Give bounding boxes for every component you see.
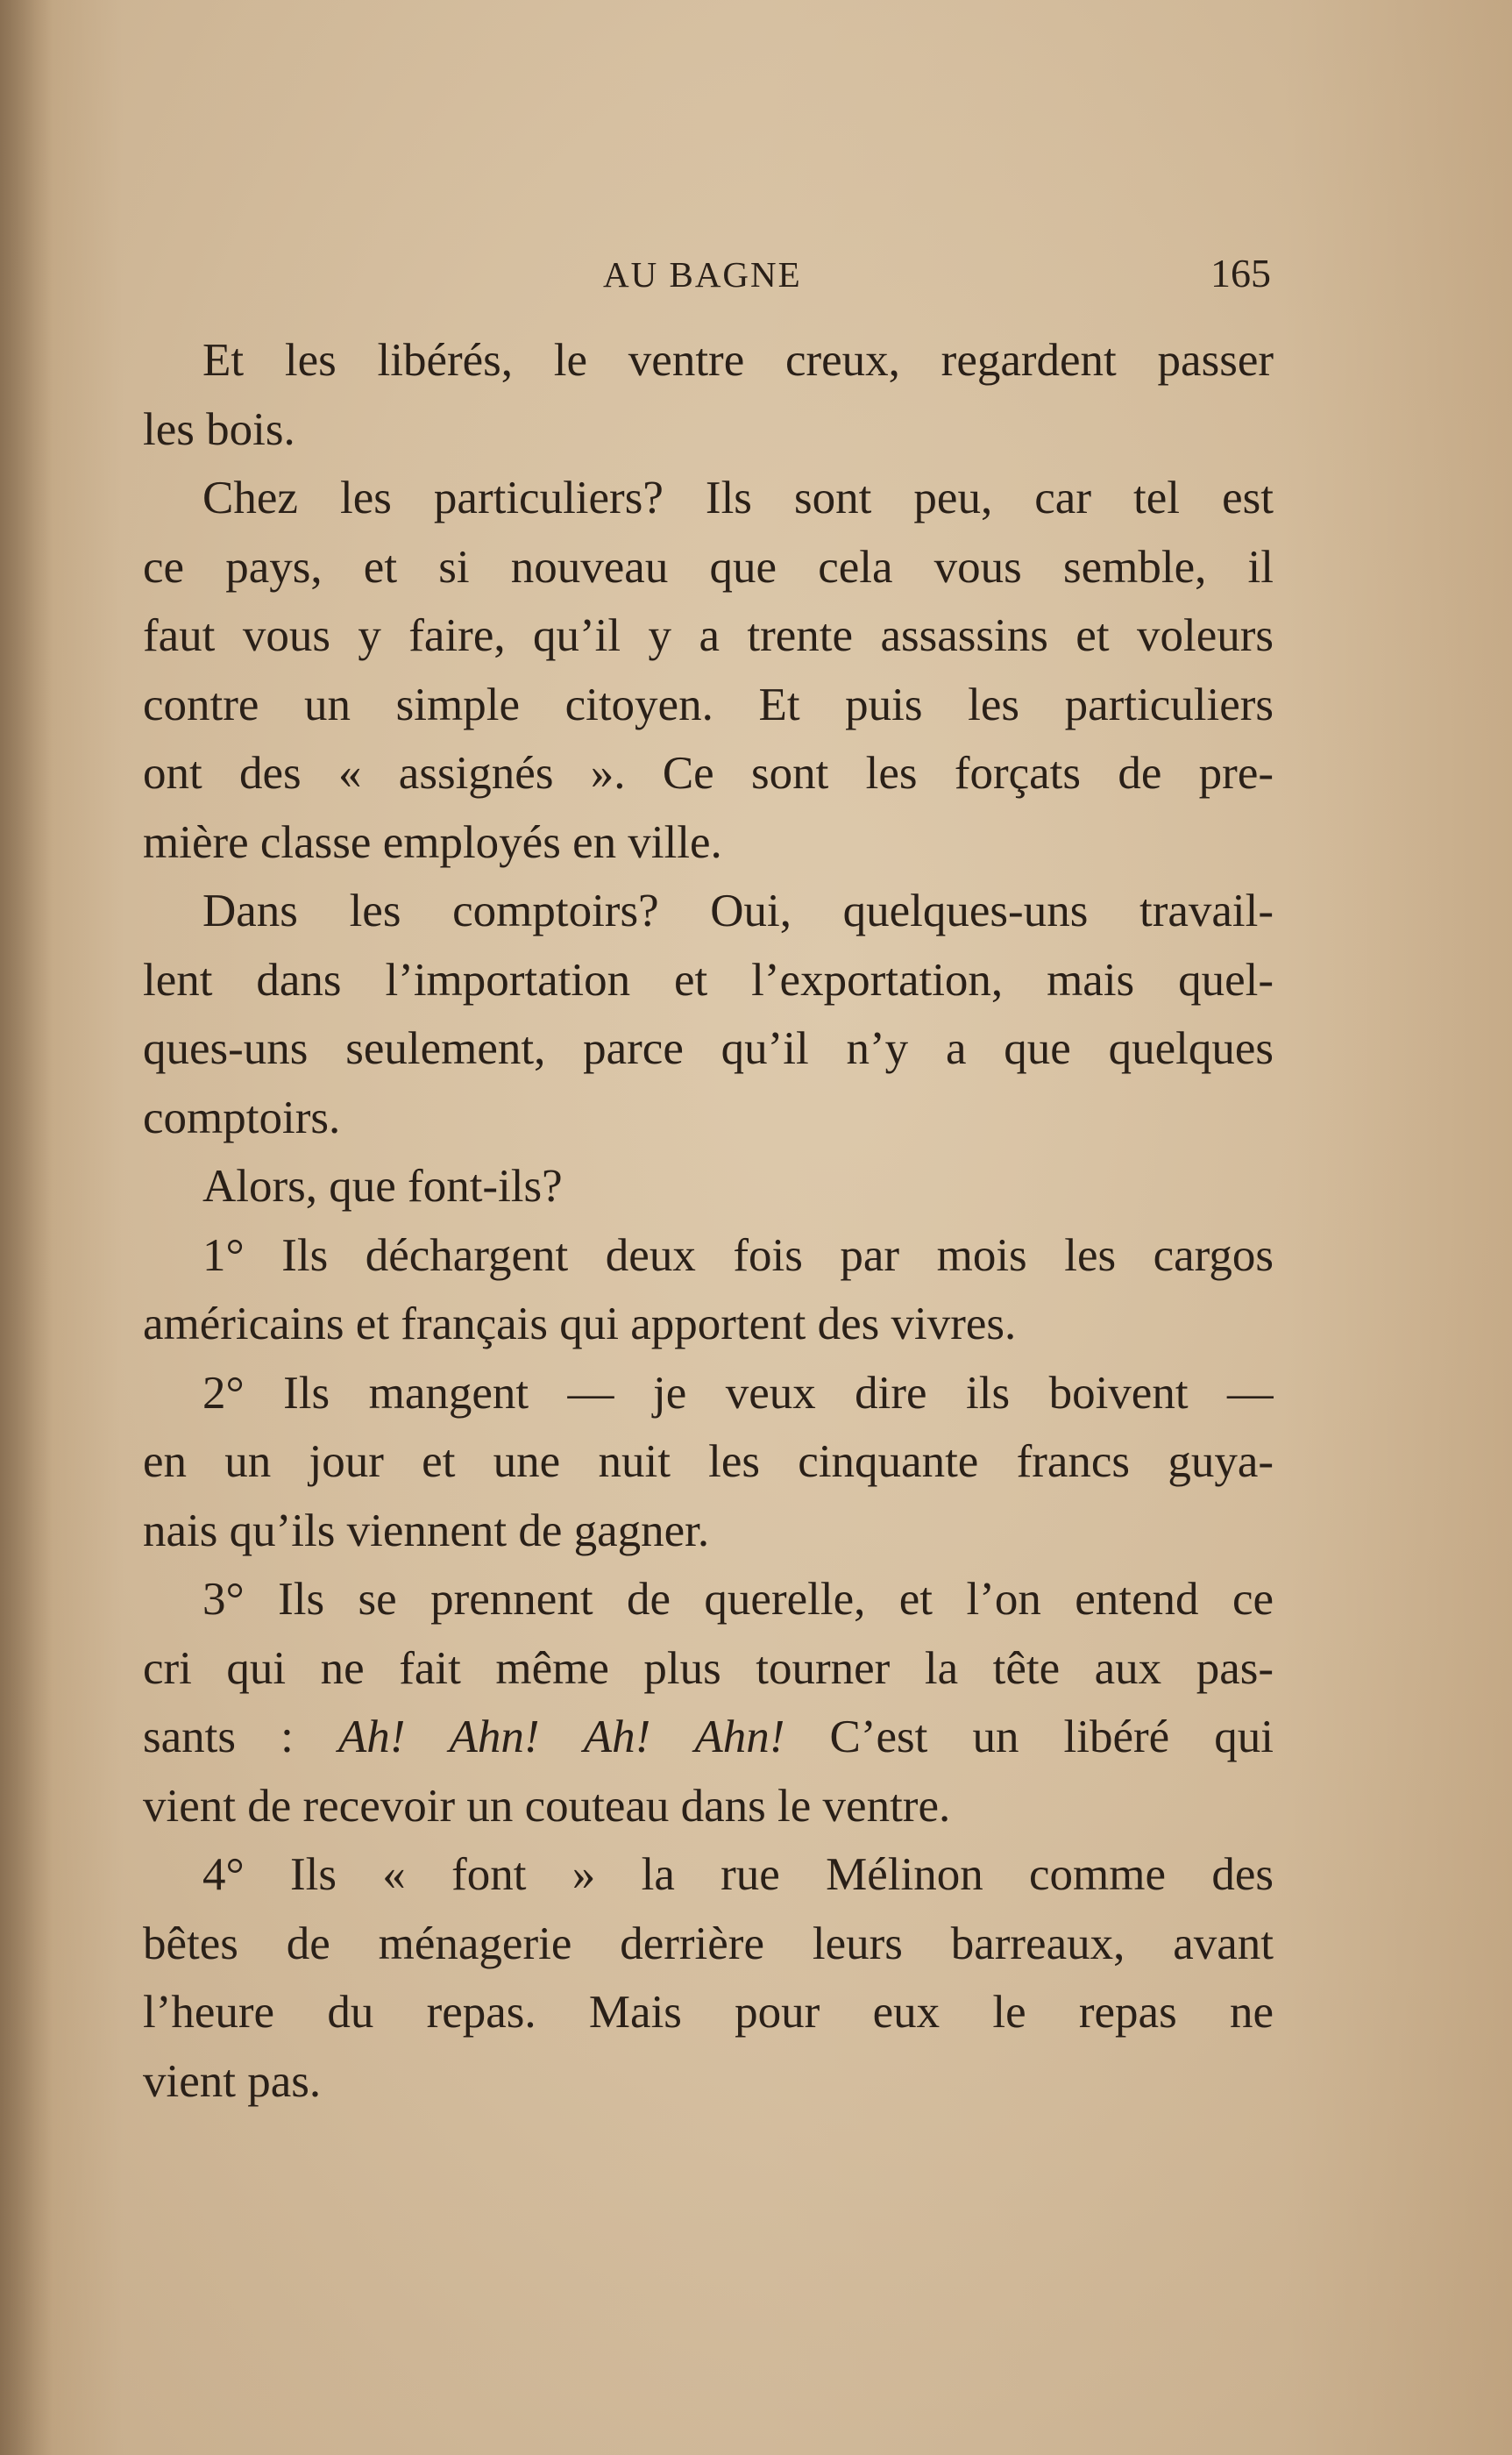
text-segment: sants : [143, 1711, 338, 1762]
text-line: ont des « assignés ». Ce sont les forçats de pre- [143, 748, 1274, 799]
paragraph-4 [143, 1152, 1274, 1221]
paragraph-8 [143, 1840, 1274, 2116]
paragraph-3 [143, 877, 1274, 1152]
paragraph-2 [143, 464, 1274, 877]
italic-cry: Ah! Ahn! Ah! Ahn! [337, 1711, 785, 1762]
text-line: vient pas. [143, 2055, 322, 2107]
text-line: lent dans l’importation et l’exportation, mais quel- [143, 954, 1274, 1006]
binding-shadow [0, 0, 53, 2455]
text-segment: C’est un libéré qui [784, 1711, 1274, 1762]
text-line: américains et français qui apportent des vivres. [143, 1299, 1017, 1349]
text-line: comptoirs. [143, 1092, 341, 1143]
text-line: l’heure du repas. Mais pour eux le repas ne [143, 1987, 1274, 2038]
paragraph-5 [143, 1221, 1274, 1359]
paragraph-6 [143, 1359, 1274, 1566]
text-line: Alors, que font-ils? [202, 1161, 563, 1212]
running-head: AU BAGNE [603, 254, 802, 295]
text-line: nais qu’ils viennent de gagner. [143, 1505, 710, 1556]
page-header [140, 250, 1271, 311]
text-line-mixed [143, 1703, 1274, 1772]
paragraph-7 [143, 1565, 1274, 1840]
paragraph-1 [143, 326, 1274, 464]
text-line: en un jour et une nuit les cinquante francs guya- [143, 1436, 1274, 1487]
text-line: 4° Ils « font » la rue Mélinon comme des [202, 1849, 1274, 1900]
text-line: Dans les comptoirs? Oui, quelques-uns travail- [202, 886, 1274, 936]
text-line: 3° Ils se prennent de querelle, et l’on entend ce [202, 1574, 1274, 1625]
text-line: 1° Ils déchargent deux fois par mois les cargos [202, 1229, 1274, 1281]
text-line: Et les libérés, le ventre creux, regardent passer [202, 335, 1274, 386]
text-line: les bois. [143, 403, 295, 455]
text-line: contre un simple citoyen. Et puis les particuliers [143, 679, 1274, 730]
text-line: mière classe employés en ville. [143, 816, 722, 868]
text-line: Chez les particuliers? Ils sont peu, car tel est [202, 473, 1274, 523]
text-line: ce pays, et si nouveau que cela vous semble, il [143, 541, 1274, 593]
text-line: vient de recevoir un couteau dans le ventre. [143, 1780, 951, 1832]
text-line: faut vous y faire, qu’il y a trente assassins et voleurs [143, 610, 1274, 661]
text-line: bêtes de ménagerie derrière leurs barreaux, avant [143, 1918, 1274, 1969]
page-number: 165 [1210, 251, 1271, 295]
text-line: cri qui ne fait même plus tourner la tête aux pas- [143, 1642, 1274, 1694]
body-text [143, 326, 1274, 2116]
text-line: 2° Ils mangent — je veux dire ils boivent — [202, 1367, 1274, 1419]
text-line: ques-uns seulement, parce qu’il n’y a que quelques [143, 1023, 1274, 1074]
